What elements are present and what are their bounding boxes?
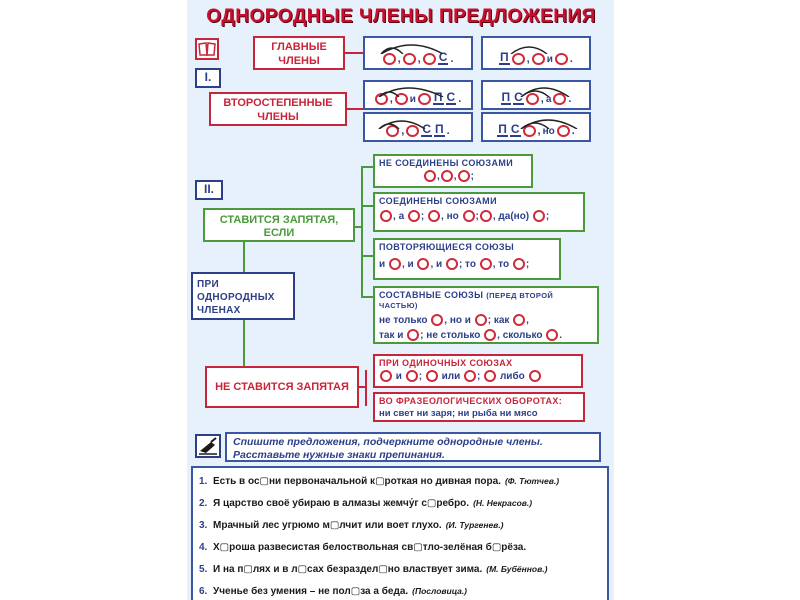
writing-hand-icon [197, 436, 219, 456]
root-label: ПРИ ОДНОРОДНЫХ ЧЛЕНАХ [191, 272, 295, 320]
comma-yes-label: СТАВИТСЯ ЗАПЯТАЯ, ЕСЛИ [203, 208, 355, 242]
connector [361, 255, 373, 257]
rule-repeating: ПОВТОРЯЮЩИЕСЯ СОЮЗЫ и , и , и ; то , то ; [373, 238, 561, 280]
comma-no-label: НЕ СТАВИТСЯ ЗАПЯТАЯ [205, 366, 359, 408]
connector [345, 52, 363, 54]
rule-compound: СОСТАВНЫЕ СОЮЗЫ (ПЕРЕД ВТОРОЙ ЧАСТЬЮ) не только , но и ; как , так и ; не столько , сколько . [373, 286, 599, 344]
book-icon-frame [195, 38, 219, 60]
book-icon [197, 40, 217, 58]
schema-secondary-4: П С , но . [481, 112, 591, 142]
main-members-label: ГЛАВНЫЕ ЧЛЕНЫ [253, 36, 345, 70]
rule-idioms: ВО ФРАЗЕОЛОГИЧЕСКИХ ОБОРОТАХ: ни свет ни заря; ни рыба ни мясо [373, 392, 585, 422]
roman-two: II. [195, 180, 223, 200]
connector [243, 320, 245, 366]
exercise-list [191, 466, 609, 600]
poster [187, 0, 614, 600]
connector [361, 166, 373, 168]
connector [361, 166, 363, 298]
schema-main-2: П , и . [481, 36, 591, 70]
writing-hand-icon-frame [195, 434, 221, 458]
rule-joined: СОЕДИНЕНЫ СОЮЗАМИ , а ; , но ; , да(но) ; [373, 192, 585, 232]
connector [365, 370, 367, 406]
list-item: 3. Мрачный лес угрюмо м▢лчит или воет глухо. (И. Тургенев.) [199, 519, 504, 531]
connector [361, 205, 373, 207]
list-item: 5. И на п▢лях и в л▢сах безраздел▢но властвует зима. (М. Бубённов.) [199, 563, 548, 575]
rule-not-joined: НЕ СОЕДИНЕНЫ СОЮЗАМИ , , ; [373, 154, 533, 188]
schema-main-1: , , С . [363, 36, 473, 70]
connector [347, 108, 363, 110]
list-item: 2. Я царство своё убираю в алмазы жемчу́г с▢ребро. (Н. Некрасов.) [199, 497, 533, 509]
schema-secondary-3: , С П . [363, 112, 473, 142]
roman-one: I. [195, 68, 221, 88]
connector [243, 242, 245, 272]
rule-single: ПРИ ОДИНОЧНЫХ СОЮЗАХ и ; или ; либо [373, 354, 583, 388]
exercise-instruction: Спишите предложения, подчеркните однородные члены. Расставьте нужные знаки препинания. [225, 432, 601, 462]
list-item: 4. Х▢роша развесистая белоствольная св▢тло-зелёная б▢рёза. [199, 541, 527, 553]
connector [361, 296, 373, 298]
list-item: 6. Ученье без умения – не пол▢за а беда. (Пословица.) [199, 585, 468, 597]
secondary-members-label: ВТОРОСТЕПЕННЫЕ ЧЛЕНЫ [209, 92, 347, 126]
schema-secondary-1: , и П С . [363, 80, 473, 110]
page-title: ОДНОРОДНЫЕ ЧЛЕНЫ ПРЕДЛОЖЕНИЯ [206, 6, 596, 27]
schema-secondary-2: П С , а . [481, 80, 591, 110]
list-item: 1. Есть в ос▢ни первоначальной к▢роткая но дивная пора. (Ф. Тютчев.) [199, 475, 560, 487]
